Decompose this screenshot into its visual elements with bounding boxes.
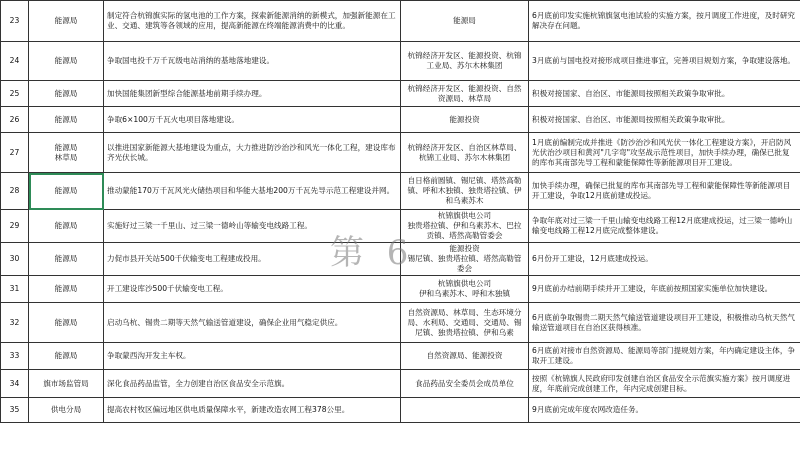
cooperating-units: 杭锦旗供电公司 伊和乌素苏木、呼和木独镇 bbox=[401, 276, 529, 303]
task-description: 深化食品药品监管，全力创建自治区食品安全示范旗。 bbox=[104, 370, 401, 398]
cooperating-units bbox=[401, 398, 529, 423]
table-row bbox=[1, 398, 800, 423]
page-watermark: 第 6 bbox=[330, 233, 415, 273]
cooperating-units: 杭锦经济开发区、能源投资、杭锦工业局、苏尔木林集团 bbox=[401, 42, 529, 81]
table-row bbox=[1, 81, 800, 107]
cooperating-units: 食品药品安全委员会成员单位 bbox=[401, 370, 529, 398]
task-description: 推动蒙能170万千瓦风光火储热项目和华能大基地200万千瓦先导示范工程建设并网。 bbox=[104, 173, 401, 210]
row-number: 35 bbox=[1, 398, 29, 423]
row-number: 33 bbox=[1, 343, 29, 370]
task-description: 实施好过三梁一千里山、过三梁一德岭山等输变电线路工程。 bbox=[104, 210, 401, 243]
row-number: 25 bbox=[1, 81, 29, 107]
progress-plan: 9月底前完成年度农网改造任务。 bbox=[529, 398, 800, 423]
row-number: 31 bbox=[1, 276, 29, 303]
cooperating-units: 自然资源局、林草局、生态环境分局、水利局、交通局、交通局、锡尼镇、独贵塔拉镇、伊和乌素 bbox=[401, 303, 529, 343]
cooperating-units: 能源投资 bbox=[401, 107, 529, 133]
cooperating-units: 杭锦经济开发区、自治区林草局、杭锦工业局、苏尔木林集团 bbox=[401, 133, 529, 173]
task-description: 启动乌杭、锡贵二期等天然气输送管道建设，确保企业用气稳定供应。 bbox=[104, 303, 401, 343]
responsible-department: 能源局 bbox=[29, 1, 104, 42]
row-number: 24 bbox=[1, 42, 29, 81]
progress-plan: 6月底前印发实施杭锦旗氢电池试验的实施方案，按月调度工作进度，及时研究解决存在问题。 bbox=[529, 1, 800, 42]
responsible-department: 能源局 bbox=[29, 210, 104, 243]
row-number: 34 bbox=[1, 370, 29, 398]
table-row bbox=[1, 107, 800, 133]
table-row bbox=[1, 343, 800, 370]
responsible-department: 能源局 bbox=[29, 276, 104, 303]
table-row bbox=[1, 370, 800, 398]
responsible-department: 能源局 bbox=[29, 343, 104, 370]
responsible-department: 能源局 bbox=[29, 42, 104, 81]
row-number: 29 bbox=[1, 210, 29, 243]
table-row bbox=[1, 303, 800, 343]
task-description: 以推进国家新能源大基地建设为重点，大力推进防沙治沙和风光一体化工程，建设库布齐光伏长城。 bbox=[104, 133, 401, 173]
cooperating-units: 杭锦经济开发区、能源投资、自然资源局、林草局 bbox=[401, 81, 529, 107]
progress-plan: 按照《杭锦旗人民政府印发创建自治区食品安全示范旗实施方案》按月调度进度，年底前完成创建工作，年内完成创建目标。 bbox=[529, 370, 800, 398]
task-description: 加快国能集团新型综合能源基地前期手续办理。 bbox=[104, 81, 401, 107]
responsible-department: 能源局 林草局 bbox=[29, 133, 104, 173]
cooperating-units: 自日格前圆镇、锡尼镇、塔然高勒镇、呼和木独镇、独贵塔拉镇、伊和乌素苏木 bbox=[401, 173, 529, 210]
row-number: 26 bbox=[1, 107, 29, 133]
progress-plan: 加快手续办理，确保已批复的库布其南部先导工程和蒙能保障性等新能源项目开工建设，争取12月底前建成投运。 bbox=[529, 173, 800, 210]
progress-plan: 1月底前编制完成并推进《防沙治沙和风光伏一体化工程建设方案》，开启防风光伏治沙项目和黄河"几字弯"攻坚战示范性项目，加快手续办理，确保已批复的库布其南部先导工程和蒙能保障性等新能源项目开工建设。 bbox=[529, 133, 800, 173]
responsible-department: 旗市场监管局 bbox=[29, 370, 104, 398]
row-number: 23 bbox=[1, 1, 29, 42]
table-row bbox=[1, 42, 800, 81]
task-description: 开工建设库沙500千伏输变电工程。 bbox=[104, 276, 401, 303]
table-row bbox=[1, 243, 800, 276]
task-description: 争取蒙西沟开发主车权。 bbox=[104, 343, 401, 370]
responsible-department: 能源局 bbox=[29, 303, 104, 343]
row-number: 32 bbox=[1, 303, 29, 343]
table-row bbox=[1, 210, 800, 243]
task-description: 提高农村牧区偏远地区供电质量保障水平，新建改造农网工程378公里。 bbox=[104, 398, 401, 423]
progress-plan: 积极对接国家、自治区、市能源局按照相关政策争取审批。 bbox=[529, 107, 800, 133]
responsible-department: 能源局 bbox=[29, 107, 104, 133]
task-description: 争取6×100万千瓦火电项目落地建设。 bbox=[104, 107, 401, 133]
task-description: 争取国电投千万千瓦级电站消纳的基地落地建设。 bbox=[104, 42, 401, 81]
table-row bbox=[1, 276, 800, 303]
row-number: 30 bbox=[1, 243, 29, 276]
progress-plan: 争取年底对过三梁一千里山输变电线路工程12月底建成投运，过三梁一德岭山输变电线路工程12月底完成整体建设。 bbox=[529, 210, 800, 243]
row-number: 28 bbox=[1, 173, 29, 210]
progress-plan: 9月底前办结前期手续并开工建设，年底前按照国家实施单位加快建设。 bbox=[529, 276, 800, 303]
task-table-body bbox=[1, 1, 800, 423]
cooperating-units: 能源投资 锡尼镇、独贵塔拉镇、塔然高勒管委会 bbox=[401, 243, 529, 276]
table-row bbox=[1, 173, 800, 210]
progress-plan: 6月底前争取锡贵二期天然气输送管道建设项目开工建设，积极推动乌杭天然气输送管道项目在自治区获得核准。 bbox=[529, 303, 800, 343]
task-description: 制定符合杭锦旗实际的氢电池的工作方案，探索新能源消纳的新模式，加强新能源在工业、交通、建筑等各领域的应用，提高新能源在终端能源消费中的比重。 bbox=[104, 1, 401, 42]
responsible-department: 能源局 bbox=[29, 81, 104, 107]
progress-plan: 6月底前对接市自然资源局、能源局等部门提规划方案，年内确定建设主体，争取开工建设。 bbox=[529, 343, 800, 370]
responsible-department: 供电分局 bbox=[29, 398, 104, 423]
progress-plan: 3月底前与国电投对接形成项目推进事宜，完善项目规划方案，争取建设落地。 bbox=[529, 42, 800, 81]
progress-plan: 6月份开工建设，12月底建成投运。 bbox=[529, 243, 800, 276]
task-description: 力促市县开关站500千伏输变电工程建成投用。 bbox=[104, 243, 401, 276]
progress-plan: 积极对接国家、自治区、市能源局按照相关政策争取审批。 bbox=[529, 81, 800, 107]
row-number: 27 bbox=[1, 133, 29, 173]
cooperating-units: 能源局 bbox=[401, 1, 529, 42]
cooperating-units: 自然资源局、能源投资 bbox=[401, 343, 529, 370]
responsible-department[interactable]: 能源局 bbox=[29, 173, 104, 210]
responsible-department: 能源局 bbox=[29, 243, 104, 276]
table-row bbox=[1, 1, 800, 42]
table-row bbox=[1, 133, 800, 173]
cooperating-units: 杭锦旗供电公司 独贵塔拉镇、伊和乌素苏木、巴拉贡镇、塔然高勒管委会 bbox=[401, 210, 529, 243]
